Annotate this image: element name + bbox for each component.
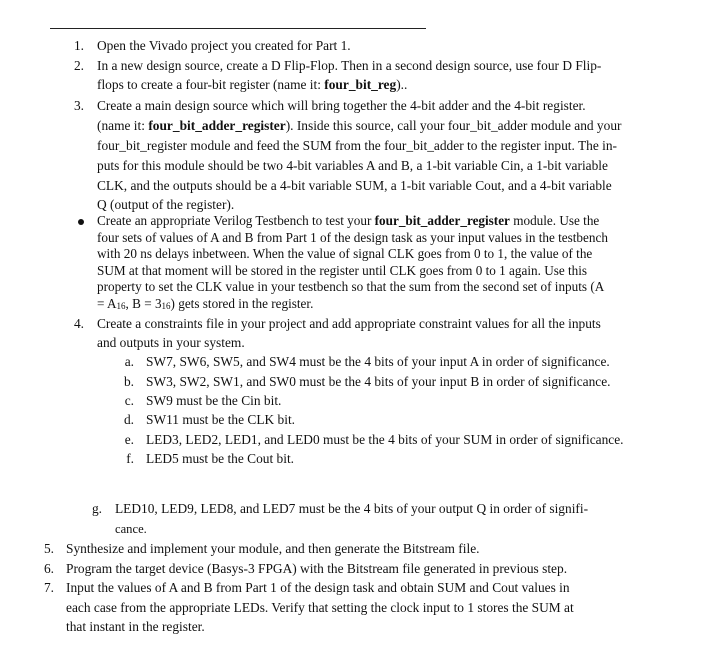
- item-1-number: 1.: [73, 38, 84, 53]
- item-6-number: 6.: [43, 561, 54, 576]
- sub-item-f-letter: f.: [126, 451, 134, 466]
- item-7-line-2: each case from the appropriate LEDs. Verify that setting the clock input to 1 stores the SUM at: [66, 600, 574, 615]
- sub-item-c-text: SW9 must be the Cin bit.: [146, 393, 282, 408]
- item-2-line-1: In a new design source, create a D Flip-Flop. Then in a second design source, use four D Flip-: [97, 58, 602, 73]
- testbench-line-4: SUM at that moment will be stored in the register until CLK goes from 0 to 1 again. Use this: [97, 262, 588, 278]
- sub-item-g-line-2: cance.: [115, 522, 147, 536]
- item-3-line-3: four_bit_register module and feed the SUM from the four_bit_adder to the register input. The in-: [97, 138, 617, 153]
- sub-item-g-letter: g.: [91, 501, 102, 516]
- item-3-line-2: (name it: four_bit_adder_register). Inside this source, call your four_bit_adder module and your: [97, 118, 622, 133]
- item-5-number: 5.: [43, 541, 54, 556]
- testbench-line-6: = $A_{16}$, $B = 3_{16}$) gets stored in the register.: [97, 296, 314, 311]
- sub-item-f-text: LED5 must be the Cout bit.: [146, 451, 295, 466]
- sub-item-d-letter: d.: [123, 412, 134, 427]
- item-2-number: 2.: [73, 58, 84, 73]
- bullet-icon: [78, 219, 84, 225]
- item-4-line-1: Create a constraints file in your project and add appropriate constraint values for all the inputs: [97, 316, 601, 331]
- item-7-line-1: Input the values of A and B from Part 1 of the design task and obtain SUM and Cout values in: [66, 580, 570, 595]
- testbench-line-2: four sets of values of A and B from Part 1 of the design task as your input values in the testbench: [97, 229, 608, 245]
- sub-item-a-letter: a.: [124, 354, 134, 369]
- item-3-line-4: puts for this module should be two 4-bit variables A and B, a 1-bit variable Cin, a 1-bit variable: [97, 158, 608, 173]
- item-3-number: 3.: [73, 98, 84, 113]
- sub-item-b-text: SW3, SW2, SW1, and SW0 must be the 4 bits of your input B in order of significance.: [146, 374, 611, 389]
- sub-item-a-text: SW7, SW6, SW5, and SW4 must be the 4 bits of your input A in order of significance.: [146, 354, 610, 369]
- sub-item-d-text: SW11 must be the CLK bit.: [146, 412, 296, 427]
- item-6-text: Program the target device (Basys-3 FPGA) with the Bitstream file generated in previous step.: [66, 561, 568, 576]
- item-4-number: 4.: [73, 316, 84, 331]
- item-3-line-5: CLK, and the outputs should be a 4-bit variable SUM, a 1-bit variable Cout, and a 4-bit variable: [97, 178, 612, 193]
- module-name-four-bit-adder-register: four_bit_adder_register: [148, 118, 286, 133]
- item-5-text: Synthesize and implement your module, and then generate the Bitstream file.: [66, 541, 480, 556]
- testbench-line-5: property to set the CLK value in your testbench so that the sum from the second set of inputs (A: [97, 279, 605, 295]
- testbench-line-3: with 20 ns delays inbetween. When the value of signal CLK goes from 0 to 1, the value of the: [97, 246, 593, 262]
- sub-item-e-text: LED3, LED2, LED1, and LED0 must be the 4 bits of your SUM in order of significance.: [146, 432, 624, 447]
- item-2-line-2: flops to create a four-bit register (name it: four_bit_reg)..: [97, 77, 408, 92]
- module-name-four-bit-reg: four_bit_reg: [324, 77, 397, 92]
- item-4-line-2: and outputs in your system.: [97, 335, 245, 350]
- sub-item-b-letter: b.: [123, 374, 134, 389]
- sub-item-c-letter: c.: [124, 393, 134, 408]
- item-7-line-3: that instant in the register.: [66, 619, 205, 634]
- module-name-testbench: four_bit_adder_register: [374, 213, 510, 228]
- sub-item-e-letter: e.: [124, 432, 134, 447]
- testbench-line-1: Create an appropriate Verilog Testbench to test your four_bit_adder_register module. Use the: [97, 213, 600, 228]
- item-1-text: Open the Vivado project you created for Part 1.: [97, 38, 351, 53]
- item-3-line-6: Q (output of the register).: [97, 197, 235, 212]
- item-3-line-1: Create a main design source which will bring together the 4-bit adder and the 4-bit register.: [97, 98, 586, 113]
- item-7-number: 7.: [43, 580, 54, 595]
- sub-item-g-line-1: LED10, LED9, LED8, and LED7 must be the 4 bits of your output Q in order of signifi-: [115, 501, 589, 516]
